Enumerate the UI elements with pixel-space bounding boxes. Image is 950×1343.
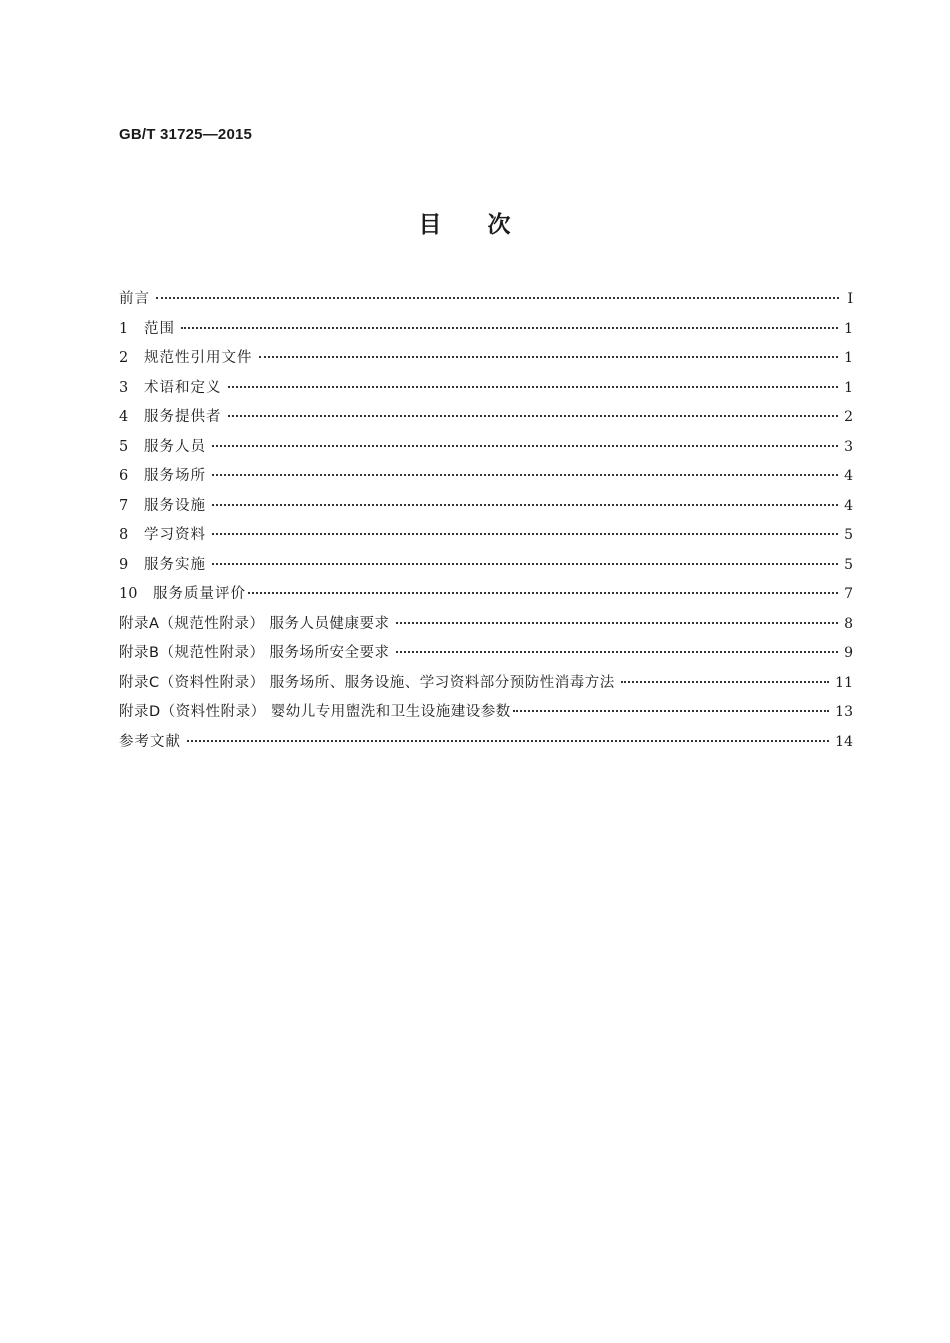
dot-leader — [187, 740, 829, 742]
toc-entry-page: 1 — [844, 320, 853, 337]
toc-entry-page: 14 — [835, 733, 853, 750]
dot-leader — [259, 356, 839, 358]
toc-entry-normative-references[interactable] — [119, 346, 853, 376]
toc-entry-number: 2 — [119, 350, 129, 366]
toc-entry-terms-definitions[interactable] — [119, 376, 853, 406]
toc-entry-page: 11 — [835, 674, 853, 691]
dot-leader — [156, 297, 839, 299]
dot-leader — [396, 651, 839, 653]
toc-entry-label: 附录B（规范性附录） 服务场所安全要求 — [119, 645, 390, 661]
dot-leader — [513, 710, 829, 712]
toc-entry-page: 4 — [844, 468, 853, 484]
toc-entry-page: 9 — [844, 645, 853, 661]
toc-entry-page: 5 — [844, 527, 853, 543]
standard-number: GB/T 31725—2015 — [119, 126, 253, 143]
toc-entry-quality-evaluation[interactable] — [119, 582, 853, 612]
toc-title: 目次 — [418, 212, 557, 238]
toc-entry-number: 7 — [119, 497, 129, 514]
toc-entry-annex-c[interactable] — [119, 671, 853, 701]
dot-leader — [212, 533, 838, 535]
toc-entry-foreword[interactable] — [119, 287, 853, 317]
toc-entry-label: 服务场所 — [144, 468, 206, 484]
toc-entry-page: Ⅰ — [847, 291, 853, 307]
table-of-contents — [119, 287, 853, 759]
toc-entry-page: 4 — [844, 497, 853, 514]
toc-entry-number: 5 — [119, 438, 129, 455]
toc-entry-label: 附录D（资料性附录） 婴幼儿专用盥洗和卫生设施建设参数 — [119, 704, 511, 720]
toc-entry-page: 1 — [844, 350, 853, 366]
toc-entry-number: 6 — [119, 468, 129, 484]
toc-entry-number: 4 — [119, 409, 129, 425]
toc-entry-label: 服务质量评价 — [153, 586, 246, 602]
toc-entry-number: 1 — [119, 320, 129, 337]
dot-leader — [212, 445, 838, 447]
toc-entry-page: 2 — [844, 409, 853, 425]
toc-entry-bibliography[interactable] — [119, 730, 853, 760]
dot-leader — [212, 563, 838, 565]
dot-leader — [228, 386, 839, 388]
toc-entry-label: 服务实施 — [144, 556, 206, 573]
toc-entry-label: 附录C（资料性附录） 服务场所、服务设施、学习资料部分预防性消毒方法 — [119, 674, 615, 691]
toc-entry-scope[interactable] — [119, 317, 853, 347]
toc-entry-page: 8 — [844, 615, 853, 632]
dot-leader — [212, 504, 838, 506]
toc-entry-annex-a[interactable] — [119, 612, 853, 642]
dot-leader — [228, 415, 839, 417]
toc-entry-annex-b[interactable] — [119, 641, 853, 671]
dot-leader — [181, 327, 838, 329]
dot-leader — [621, 681, 829, 683]
toc-entry-page: 3 — [844, 438, 853, 455]
toc-entry-label: 附录A（规范性附录） 服务人员健康要求 — [119, 615, 390, 632]
toc-entry-label: 前言 — [119, 291, 150, 307]
toc-entry-page: 13 — [835, 704, 853, 720]
dot-leader — [212, 474, 838, 476]
toc-entry-label: 参考文献 — [119, 733, 181, 750]
dot-leader — [396, 622, 839, 624]
toc-entry-learning-materials[interactable] — [119, 523, 853, 553]
toc-entry-label: 术语和定义 — [144, 379, 222, 396]
toc-entry-service-provider[interactable] — [119, 405, 853, 435]
toc-entry-page: 5 — [844, 556, 853, 573]
toc-entry-label: 服务提供者 — [144, 409, 222, 425]
toc-entry-annex-d[interactable] — [119, 700, 853, 730]
toc-entry-service-staff[interactable] — [119, 435, 853, 465]
toc-entry-number: 3 — [119, 379, 129, 396]
toc-entry-number: 9 — [119, 556, 129, 573]
toc-entry-page: 7 — [844, 586, 853, 602]
toc-entry-number: 10 — [119, 586, 138, 602]
toc-entry-label: 学习资料 — [144, 527, 206, 543]
toc-entry-page: 1 — [844, 379, 853, 396]
toc-entry-label: 范围 — [144, 320, 175, 337]
toc-entry-service-implementation[interactable] — [119, 553, 853, 583]
toc-entry-label: 服务人员 — [144, 438, 206, 455]
dot-leader — [248, 592, 838, 594]
toc-entry-service-facilities[interactable] — [119, 494, 853, 524]
toc-entry-label: 规范性引用文件 — [144, 350, 253, 366]
toc-entry-label: 服务设施 — [144, 497, 206, 514]
toc-entry-service-venue[interactable] — [119, 464, 853, 494]
toc-entry-number: 8 — [119, 527, 129, 543]
